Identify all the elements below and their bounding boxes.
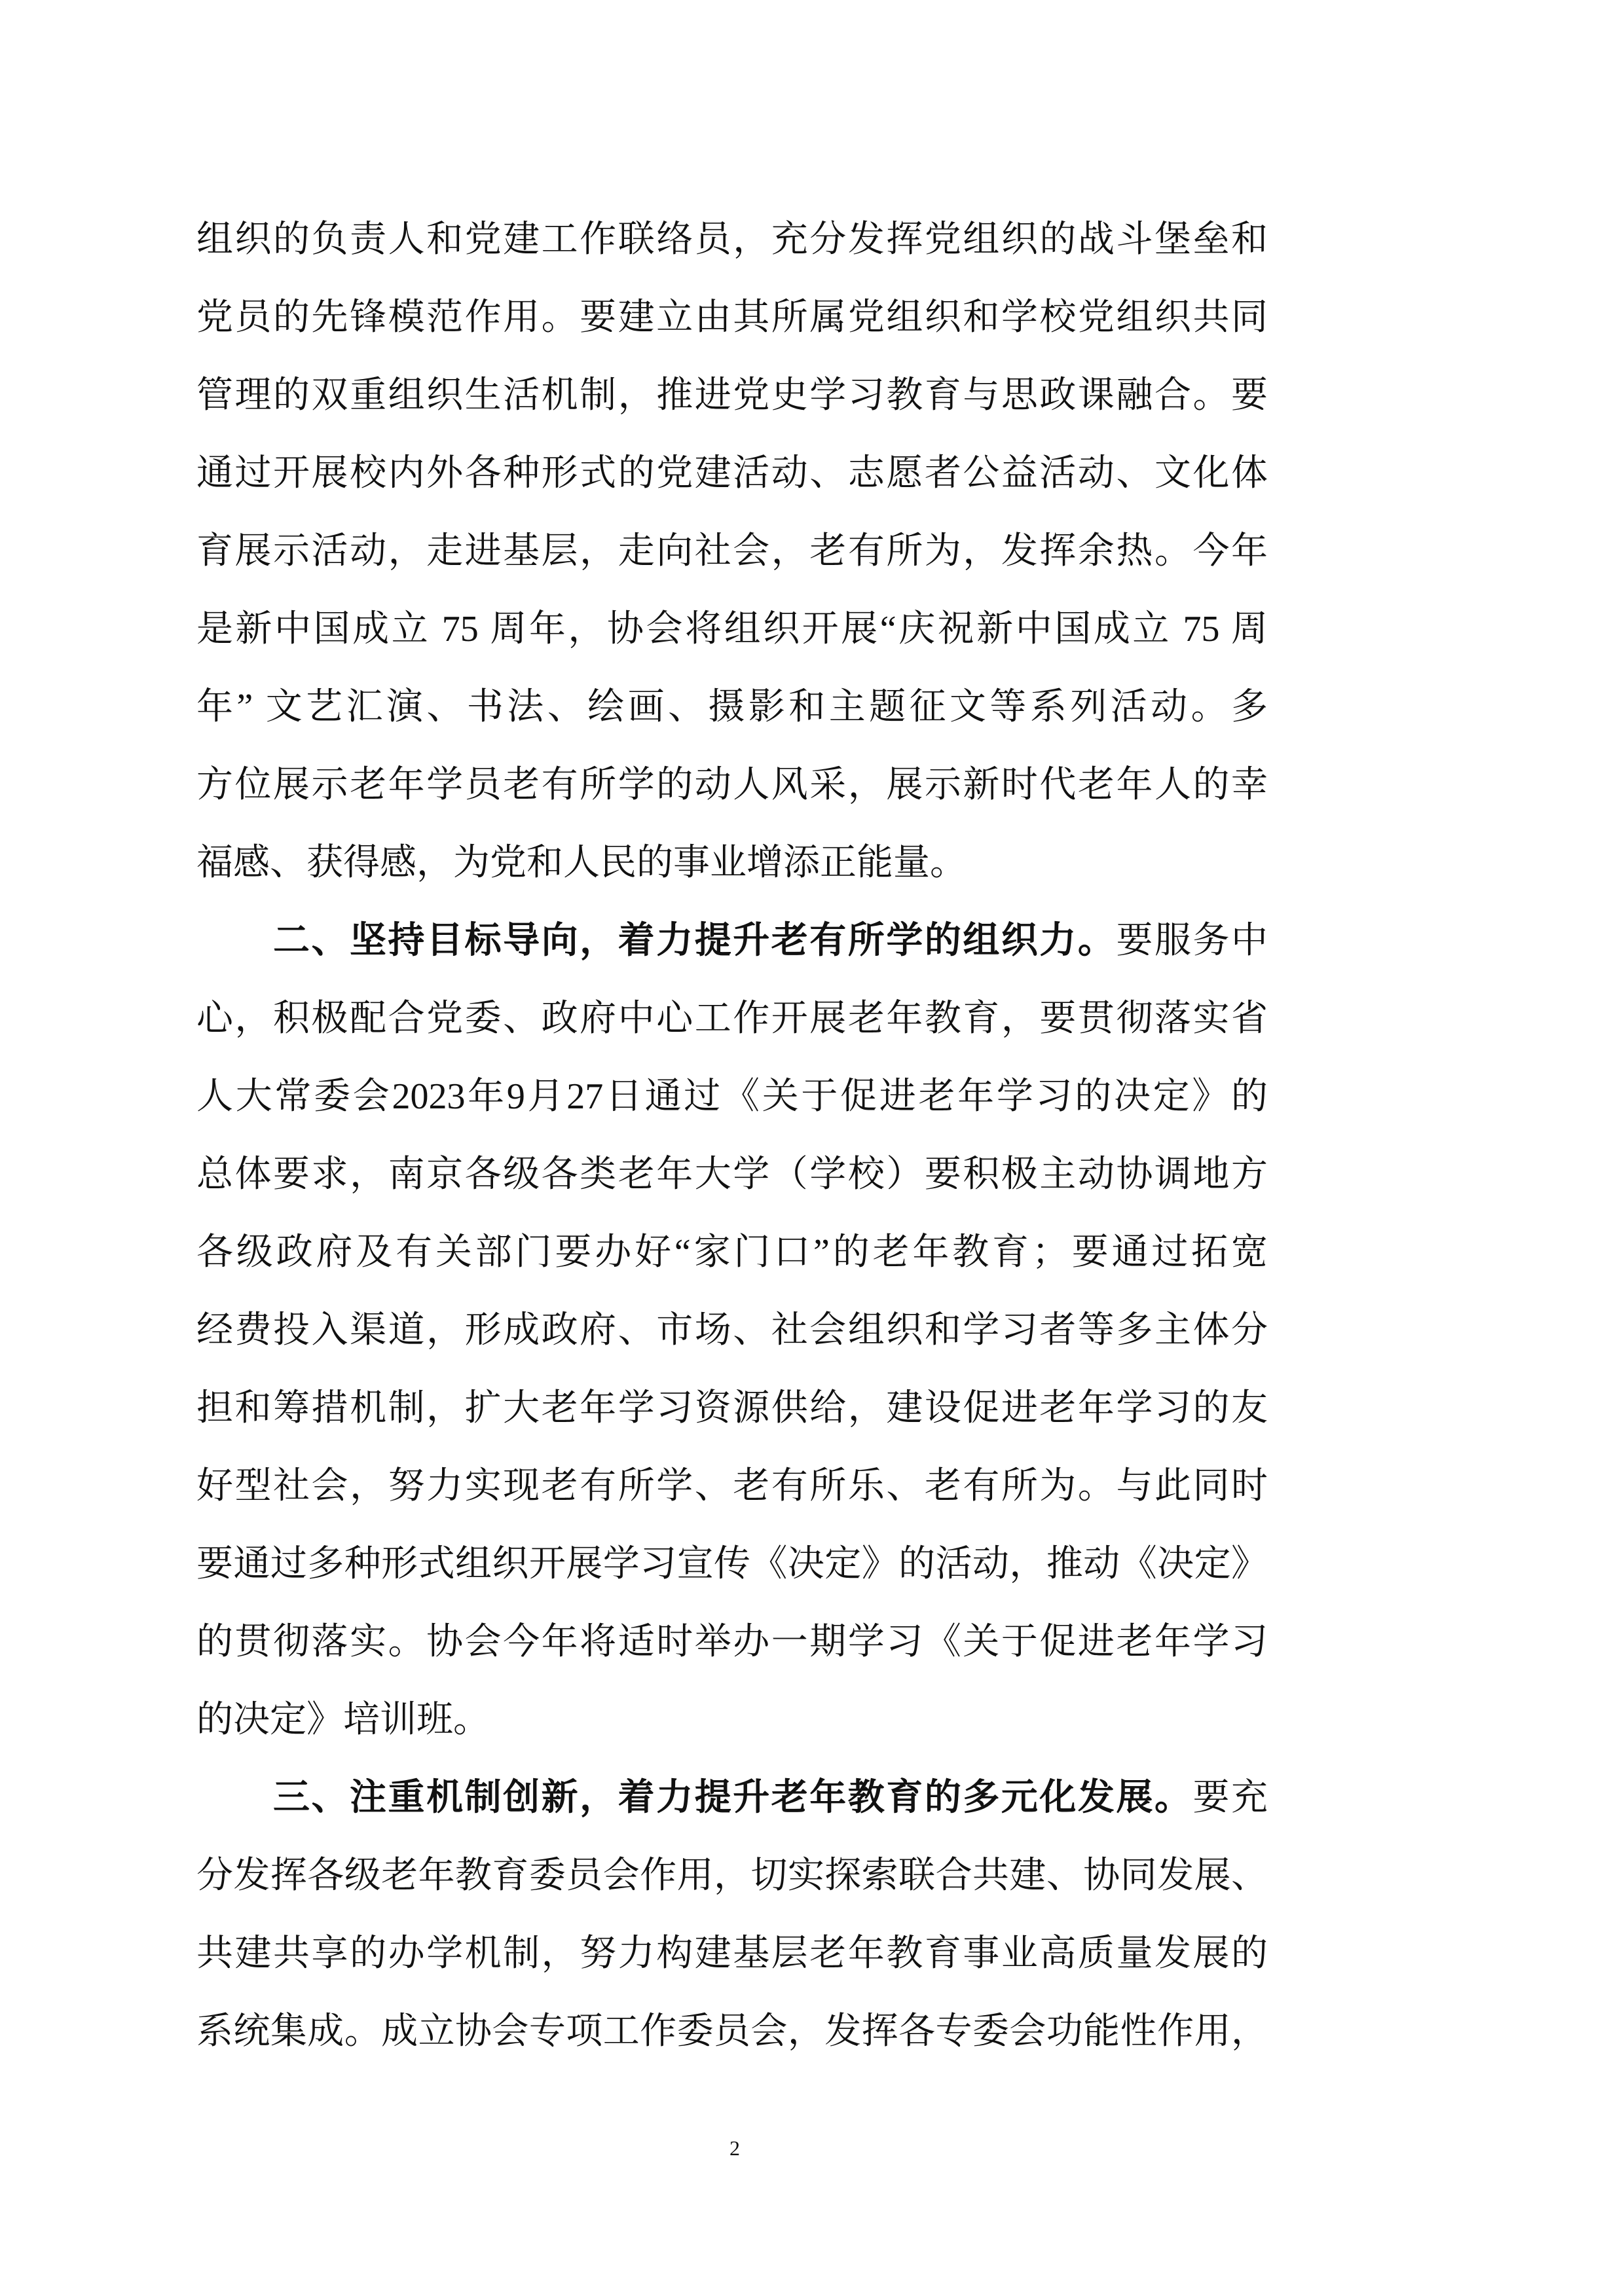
body-line: 心，积极配合党委、政府中心工作开展老年教育，要贯彻落实省 [196, 998, 1268, 1039]
section-first-line [196, 902, 1268, 980]
body-text [196, 201, 1268, 2071]
body-line: 担和筹措机制，扩大老年学习资源供给，建设促进老年学习的友 [196, 1388, 1268, 1429]
body-line: 育展示活动，走进基层，走向社会，老有所为，发挥余热。今年 [196, 531, 1268, 572]
paragraph-continuation [196, 201, 1268, 902]
body-line: 人大常委会2023年9月27日通过《关于促进老年学习的决定》的 [196, 1076, 1268, 1117]
body-line: 组织的负责人和党建工作联络员，充分发挥党组织的战斗堡垒和 [196, 219, 1268, 260]
body-line: 要通过多种形式组织开展学习宣传《决定》的活动，推动《决定》 [196, 1544, 1268, 1584]
body-line: 共建共享的办学机制，努力构建基层老年教育事业高质量发展的 [196, 1933, 1268, 1974]
body-line: 福感、获得感，为党和人民的事业增添正能量。 [196, 843, 967, 883]
body-line: 分发挥各级老年教育委员会作用，切实探索联合共建、协同发展、 [196, 1855, 1268, 1896]
body-line: 是新中国成立 75 周年，协会将组织开展“庆祝新中国成立 75 周 [196, 609, 1268, 649]
section-heading: 三、注重机制创新，着力提升老年教育的多元化发展。 [273, 1777, 1193, 1818]
body-line: 的决定》培训班。 [196, 1700, 490, 1740]
body-line: 管理的双重组织生活机制，推进党史学习教育与思政课融合。要 [196, 375, 1268, 416]
page-number: 2 [729, 2136, 740, 2160]
body-line: 系统集成。成立协会专项工作委员会，发挥各专委会功能性作用， [196, 2011, 1268, 2052]
body-line: 通过开展校内外各种形式的党建活动、志愿者公益活动、文化体 [196, 453, 1268, 494]
body-line: 总体要求，南京各级各类老年大学（学校）要积极主动协调地方 [196, 1154, 1268, 1195]
body-line: 好型社会，努力实现老有所学、老有所乐、老有所为。与此同时 [196, 1466, 1268, 1506]
body-line: 年” 文艺汇演、书法、绘画、摄影和主题征文等系列活动。多 [196, 687, 1268, 727]
paragraph-section-two [196, 902, 1268, 1759]
paragraph-section-three [196, 1759, 1268, 2071]
section-lead-text: 要服务中 [1116, 920, 1268, 961]
section-first-line [196, 1759, 1268, 1837]
body-line: 方位展示老年学员老有所学的动人风采，展示新时代老年人的幸 [196, 765, 1268, 805]
section-heading: 二、坚持目标导向，着力提升老有所学的组织力。 [273, 920, 1116, 961]
body-line: 各级政府及有关部门要办好“家门口”的老年教育；要通过拓宽 [196, 1232, 1268, 1273]
body-line: 党员的先锋模范作用。要建立由其所属党组织和学校党组织共同 [196, 297, 1268, 338]
section-lead-text: 要充 [1192, 1777, 1268, 1818]
body-line: 经费投入渠道，形成政府、市场、社会组织和学习者等多主体分 [196, 1310, 1268, 1351]
body-line: 的贯彻落实。协会今年将适时举办一期学习《关于促进老年学习 [196, 1622, 1268, 1662]
